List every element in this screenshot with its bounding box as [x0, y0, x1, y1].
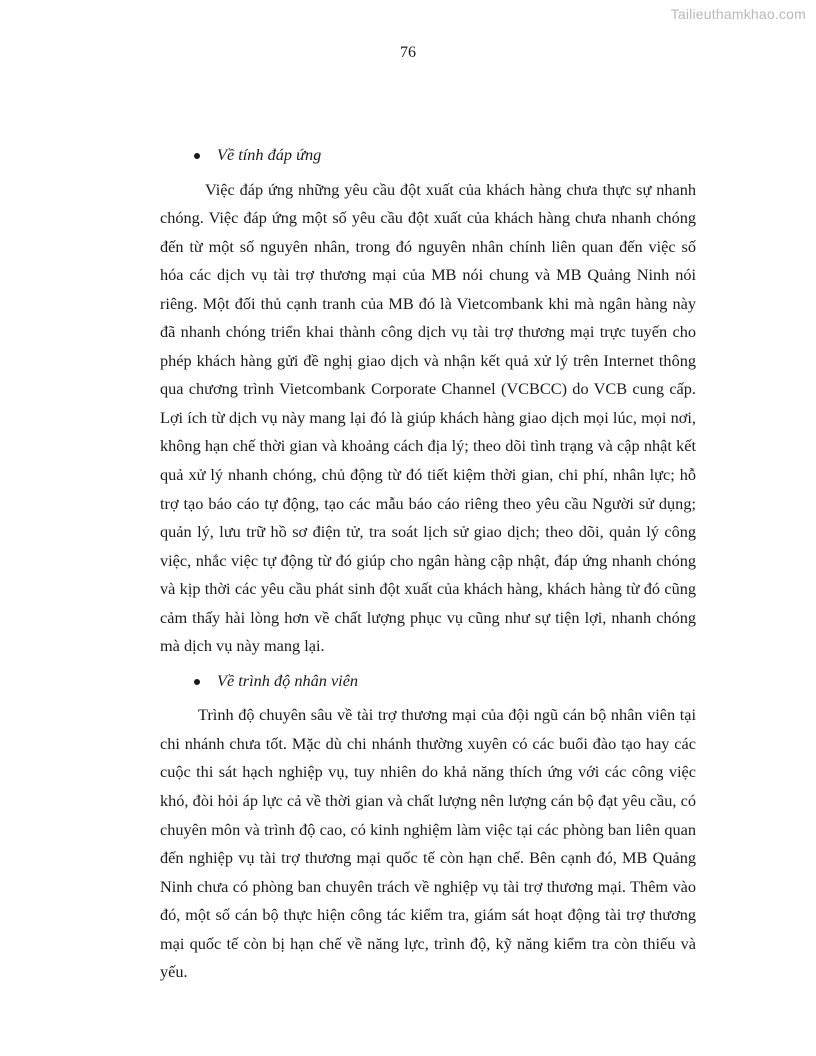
bullet-icon: [194, 153, 200, 159]
page-number: 76: [400, 44, 416, 61]
section-heading-text: Về trình độ nhân viên: [217, 670, 359, 690]
section-heading-responsiveness: [160, 141, 696, 170]
paragraph-staff-qualification: Trình độ chuyên sâu về tài trợ thương mại của đội ngũ cán bộ nhân viên tại chi nhánh chưa tốt. Mặc dù chi nhánh thường xuyên có các buổi đào tạo hay các cuộc thi sát hạch nghiệp vụ, tuy nhiên do khả năng thích ứng với các công việc khó, đòi hỏi áp lực cả về thời gian và chất lượng nên lượng cán bộ đạt yêu cầu, có chuyên môn và trình độ cao, có kinh nghiệm làm việc tại các phòng ban liên quan đến nghiệp vụ tài trợ thương mại quốc tế còn hạn chế. Bên cạnh đó, MB Quảng Ninh chưa có phòng ban chuyên trách về nghiệp vụ tài trợ thương mại. Thêm vào đó, một số cán bộ thực hiện công tác kiểm tra, giám sát hoạt động tài trợ thương mại quốc tế còn bị hạn chế về năng lực, trình độ, kỹ năng kiểm tra còn thiếu và yếu.: [160, 705, 696, 982]
document-body: [160, 141, 696, 987]
section-heading-staff-qualification: [160, 667, 696, 696]
watermark: Tailieuthamkhao.com: [670, 6, 806, 22]
paragraph-responsiveness: Việc đáp ứng những yêu cầu đột xuất của khách hàng chưa thực sự nhanh chóng. Việc đáp ứng một số yêu cầu đột xuất của khách hàng chưa nhanh chóng đến từ một số nguyên nhân, trong đó nguyên nhân chính liên quan đến việc số hóa các dịch vụ tài trợ thương mại của MB nói chung và MB Quảng Ninh nói riêng. Một đối thủ cạnh tranh của MB đó là Vietcombank khi mà ngân hàng này đã nhanh chóng triển khai thành công dịch vụ tài trợ thương mại trực tuyến cho phép khách hàng gửi đề nghị giao dịch và nhận kết quả xử lý trên Internet thông qua chương trình Vietcombank Corporate Channel (VCBCC) do VCB cung cấp. Lợi ích từ dịch vụ này mang lại đó là giúp khách hàng giao dịch mọi lúc, mọi nơi, không hạn chế thời gian và khoảng cách địa lý; theo dõi tình trạng và cập nhật kết quả xử lý nhanh chóng, chủ động từ đó tiết kiệm thời gian, chi phí, nhân lực; hỗ trợ tạo báo cáo tự động, tạo các mẫu báo cáo riêng theo yêu cầu Người sử dụng; quản lý, lưu trữ hồ sơ điện tử, tra soát lịch sử giao dịch; theo dõi, quản lý công việc, nhắc việc tự động từ đó giúp cho ngân hàng cập nhật, đáp ứng nhanh chóng và kịp thời các yêu cầu phát sinh đột xuất của khách hàng, khách hàng từ đó cũng cảm thấy hài lòng hơn về chất lượng phục vụ cũng như sự tiện lợi, nhanh chóng mà dịch vụ này mang lại.: [160, 179, 696, 656]
bullet-icon: [194, 679, 200, 685]
section-heading-text: Về tính đáp ứng: [217, 145, 322, 164]
